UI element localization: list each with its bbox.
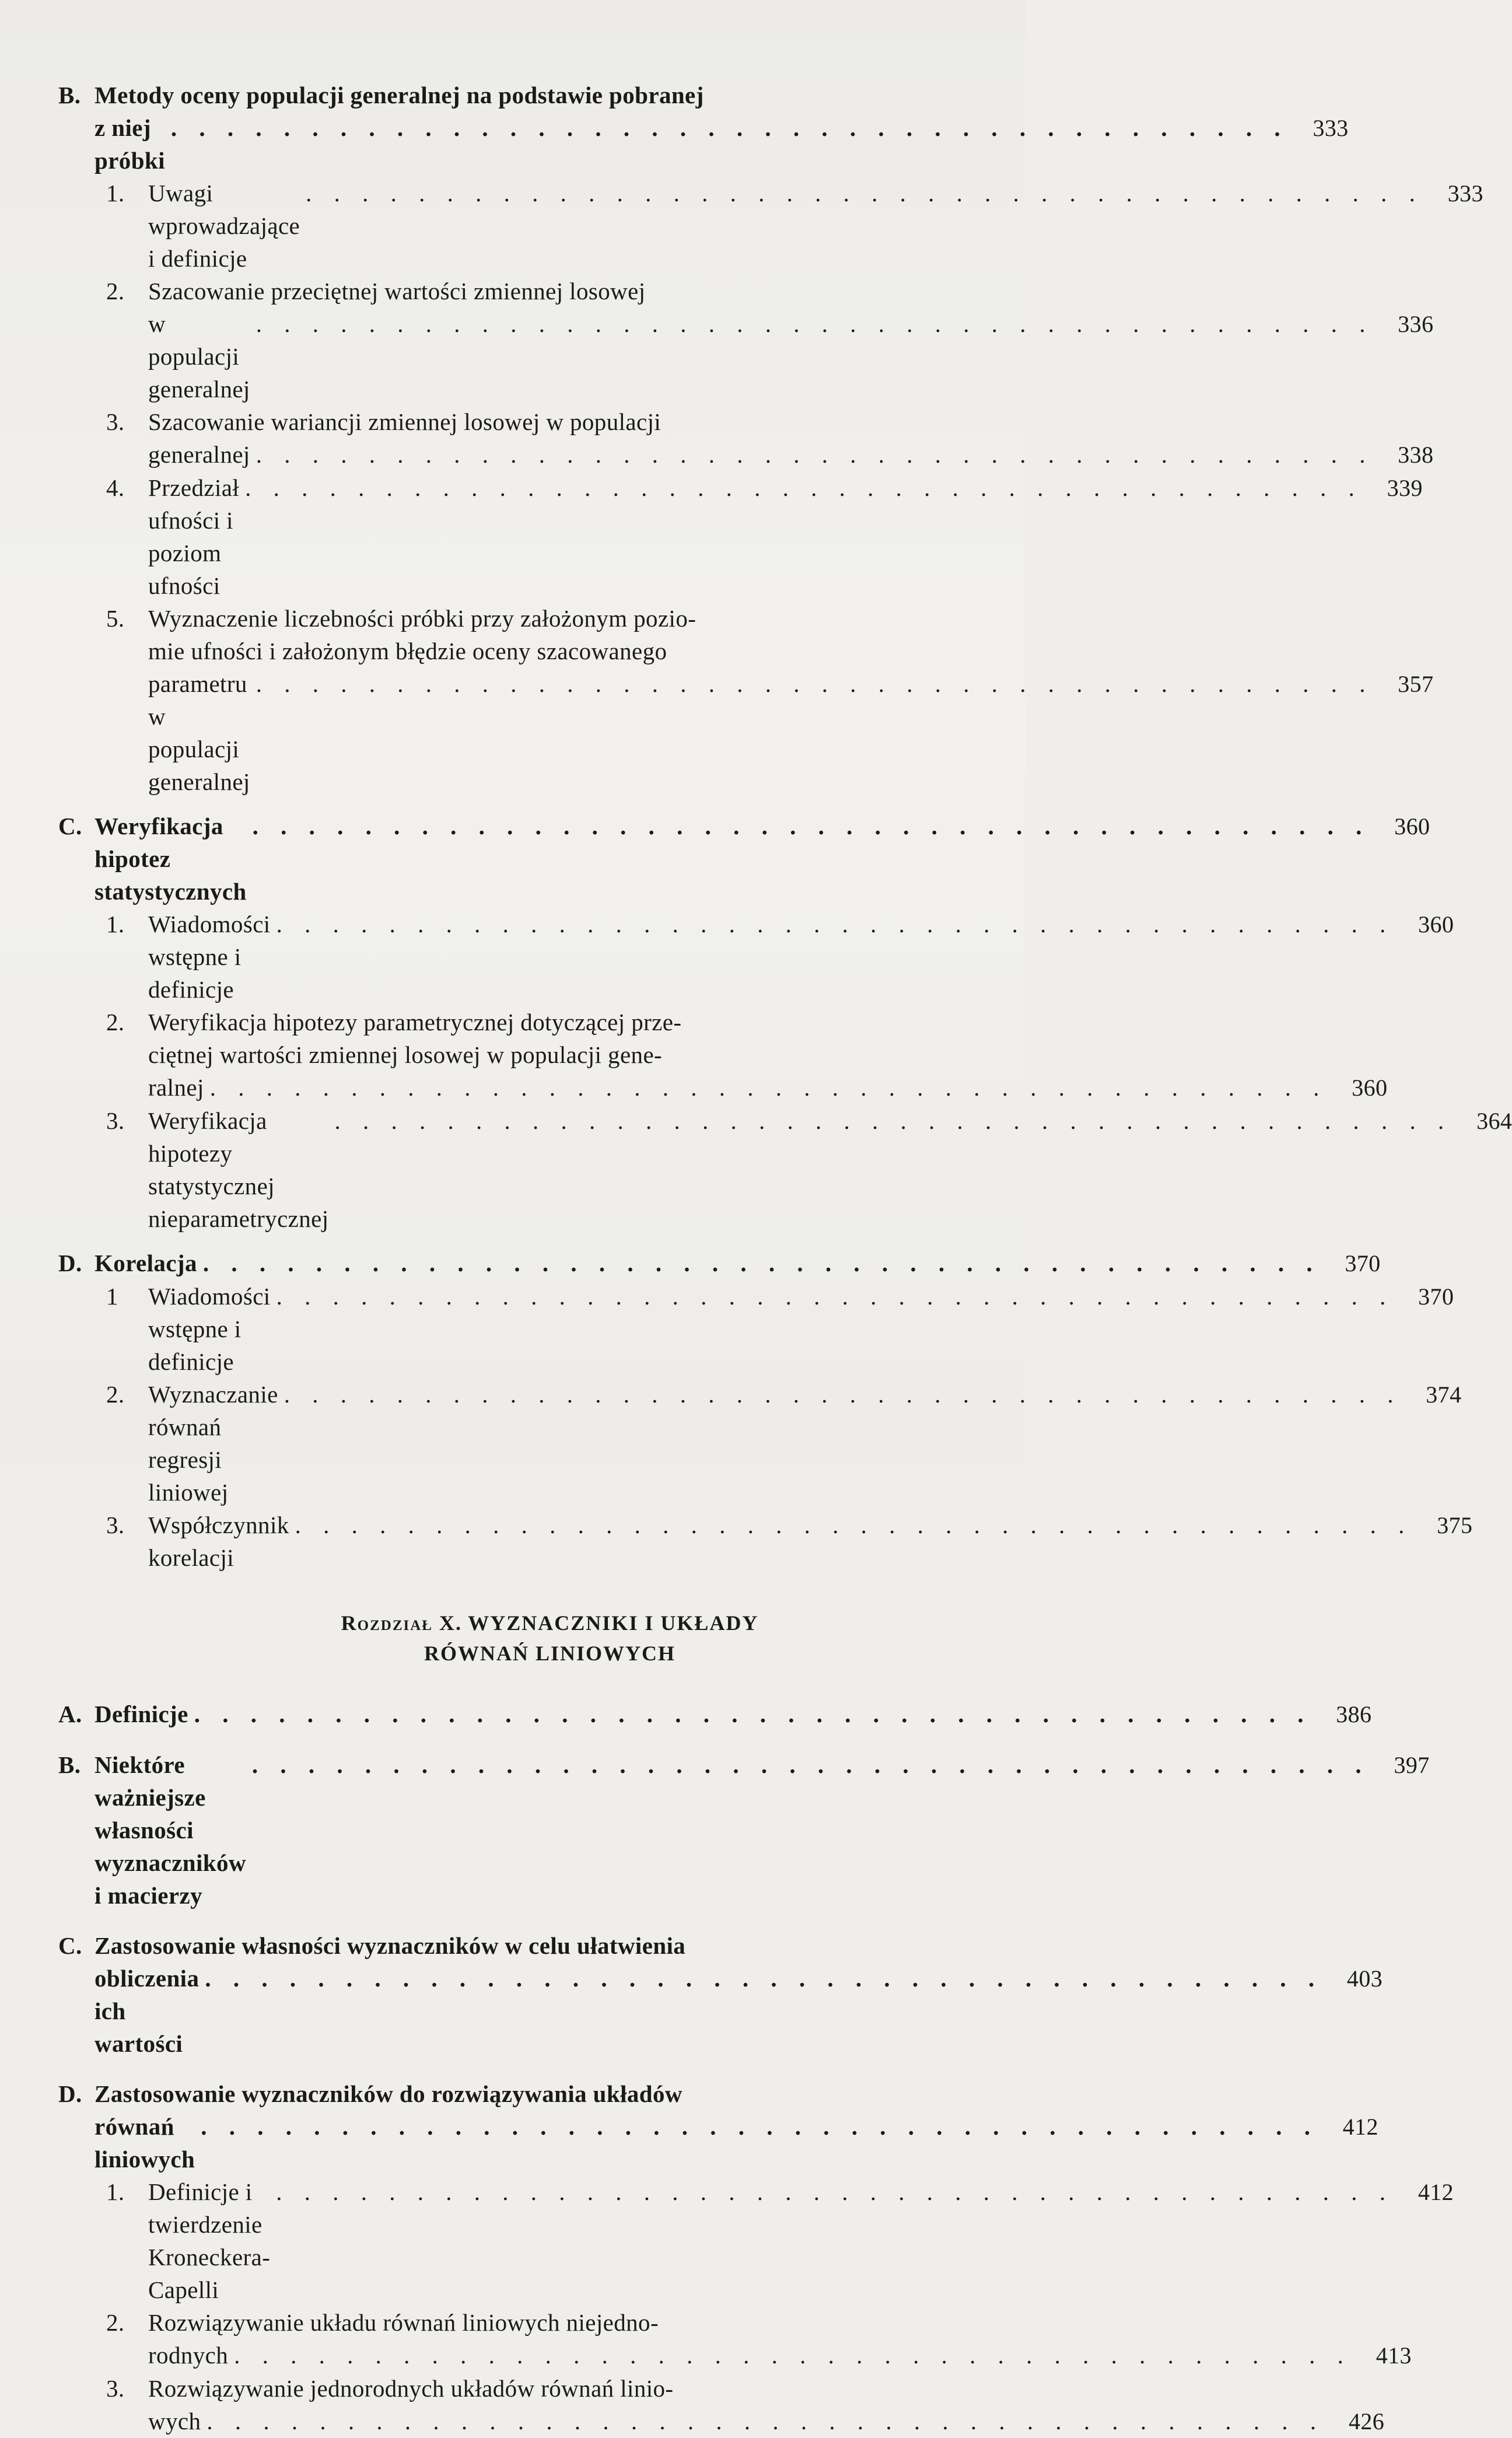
toc-subsection-entry — [58, 602, 1434, 798]
entry-body — [148, 602, 1433, 798]
page-number: 374 — [1426, 1381, 1462, 1408]
entry-title-line: mie ufności i założonym błędzie oceny szacowanego — [148, 638, 667, 664]
entry-last-line — [148, 1378, 1461, 1509]
entry-title-line: ralnej — [148, 1074, 204, 1101]
entry-title-line: Rozwiązywanie układu równań liniowych niejedno- — [148, 2309, 659, 2336]
chapter-heading — [58, 1608, 989, 1669]
entry-title-line: generalnej — [148, 441, 250, 468]
entry-number: 1 — [106, 1283, 118, 1310]
entry-title-line: Przedział ufności i poziom ufności — [148, 474, 240, 599]
entry-body — [148, 1006, 1387, 1104]
entry-title-line: Weryfikacja hipotezy statystycznej nieparametrycznej — [148, 1107, 329, 1232]
toc-section-entry — [58, 810, 1430, 908]
entry-body — [94, 1748, 1430, 1912]
entry-title-line: Szacowanie przeciętnej wartości zmiennej losowej — [148, 278, 646, 305]
entry-title-line: Szacowanie wariancji zmiennej losowej w populacji — [148, 408, 662, 435]
entry-last-line — [148, 471, 1423, 602]
toc-subsection-entry — [58, 1006, 1388, 1104]
entry-last-line — [94, 1962, 1382, 2060]
entry-last-line — [148, 438, 1433, 471]
toc-section-entry — [58, 1247, 1381, 1280]
entry-number: 3. — [106, 408, 125, 435]
entry-title-line: Weryfikacja hipotez statystycznych — [94, 813, 247, 905]
entry-number: A. — [58, 1701, 82, 1727]
entry-number: 1. — [106, 2178, 125, 2205]
toc-section-entry — [58, 2077, 1378, 2175]
entry-last-line — [148, 1104, 1512, 1235]
entry-last-line — [148, 667, 1433, 798]
toc-section — [58, 810, 1512, 1235]
entry-title-line: Wiadomości wstępne i definicje — [148, 911, 271, 1003]
leader-dots — [210, 1071, 1328, 1104]
entry-title-line: wych — [148, 2408, 201, 2434]
page-number: 333 — [1447, 180, 1483, 207]
page-number: 364 — [1476, 1108, 1512, 1134]
entry-number: D. — [58, 2080, 82, 2107]
entry-last-line — [94, 2110, 1378, 2175]
leader-dots — [256, 438, 1374, 471]
entry-number: 5. — [106, 605, 125, 632]
entry-title-line: z niej próbki — [94, 114, 165, 174]
toc-subsection-entry — [58, 908, 1454, 1006]
entry-number: B. — [58, 82, 81, 109]
leader-dots — [234, 2339, 1352, 2371]
toc-section-entry — [58, 79, 1349, 177]
entry-body — [148, 2175, 1454, 2306]
entry-title-line: Zastosowanie wyznaczników do rozwiązywania układów — [94, 2080, 682, 2107]
entry-title-line: Wyznaczanie równań regresji liniowej — [148, 1381, 278, 1506]
page-number: 397 — [1394, 1752, 1430, 1778]
toc-subsection-entry — [58, 1509, 1473, 1574]
entry-title-line: Weryfikacja hipotezy parametrycznej dotyczącej prze- — [148, 1009, 682, 1036]
entry-body — [94, 1247, 1381, 1280]
leader-dots — [194, 1698, 1312, 1730]
toc-subsection-entry — [58, 471, 1423, 602]
entry-last-line — [148, 1071, 1387, 1104]
page-number: 412 — [1342, 2114, 1378, 2140]
entry-title-line: w populacji generalnej — [148, 310, 250, 403]
entry-number: B. — [58, 1751, 81, 1778]
leader-dots — [171, 111, 1289, 144]
entry-number: 2. — [106, 2309, 125, 2336]
entry-last-line — [148, 1280, 1454, 1378]
toc-subsection-entry — [58, 177, 1483, 275]
entry-title-line: parametru w populacji generalnej — [148, 670, 250, 795]
page-number: 386 — [1336, 1701, 1372, 1727]
toc-subsection-entry — [58, 405, 1434, 471]
entry-title-line: równań liniowych — [94, 2113, 195, 2173]
page-number: 333 — [1312, 115, 1349, 141]
toc-section — [58, 79, 1483, 798]
entry-body — [148, 1280, 1454, 1378]
entry-last-line — [148, 1509, 1472, 1574]
entry-body — [148, 1104, 1512, 1235]
entry-body — [148, 1509, 1472, 1574]
entry-last-line — [94, 810, 1430, 908]
page-number: 403 — [1346, 1965, 1383, 1992]
entry-body — [148, 275, 1433, 405]
entry-number: 1. — [106, 911, 125, 938]
leader-dots — [306, 177, 1423, 209]
leader-dots — [295, 1509, 1413, 1541]
toc-subsection-entry — [58, 2306, 1412, 2372]
table-of-contents — [58, 79, 1512, 2438]
entry-title-line: Wiadomości wstępne i definicje — [148, 1283, 271, 1375]
leader-dots — [276, 1280, 1394, 1313]
entry-title-line: Metody oceny populacji generalnej na podstawie pobranej — [94, 82, 704, 109]
entry-number: 2. — [106, 1381, 125, 1408]
entry-number: C. — [58, 1932, 82, 1959]
page-number: 360 — [1352, 1075, 1388, 1101]
toc-subsection-entry — [58, 2372, 1385, 2438]
leader-dots — [245, 471, 1363, 504]
toc-section — [58, 1929, 1383, 2060]
toc-section-entry — [58, 1748, 1430, 1912]
entry-title-line: Uwagi wprowadzające i definicje — [148, 180, 300, 272]
leader-dots — [253, 810, 1370, 842]
entry-title-line: rodnych — [148, 2342, 229, 2369]
entry-title-line: obliczenia ich wartości — [94, 1965, 200, 2057]
entry-body — [148, 2372, 1384, 2438]
entry-number: C. — [58, 813, 82, 840]
page-number: 357 — [1398, 671, 1434, 697]
toc-section — [58, 1748, 1430, 1912]
leader-dots — [201, 2110, 1318, 2143]
toc-part-1 — [58, 79, 1512, 1574]
toc-subsection-entry — [58, 275, 1434, 405]
entry-title-line: Zastosowanie własności wyznaczników w celu ułatwienia — [94, 1932, 686, 1959]
entry-body — [148, 908, 1454, 1006]
leader-dots — [256, 307, 1374, 340]
entry-number: D. — [58, 1250, 82, 1276]
entry-body — [94, 79, 1349, 177]
entry-body — [148, 471, 1423, 602]
entry-body — [94, 2077, 1378, 2175]
entry-title-line: ciętnej wartości zmiennej losowej w populacji gene- — [148, 1041, 663, 1068]
leader-dots — [335, 1104, 1452, 1137]
leader-dots — [206, 2405, 1324, 2437]
chapter-heading-line-1: Rozdział X. WYZNACZNIKI I UKŁADY — [341, 1611, 759, 1635]
chapter-heading-line-2: RÓWNAŃ LINIOWYCH — [424, 1642, 676, 1665]
toc-section-entry — [58, 1698, 1372, 1731]
leader-dots — [284, 1378, 1402, 1411]
entry-number: 4. — [106, 474, 125, 501]
entry-last-line — [94, 1247, 1381, 1280]
entry-body — [148, 405, 1433, 471]
entry-title-line: Definicje — [94, 1701, 188, 1727]
entry-body — [148, 177, 1483, 275]
entry-number: 3. — [106, 2375, 125, 2402]
entry-last-line — [148, 908, 1454, 1006]
entry-number: 3. — [106, 1107, 125, 1134]
entry-number: 2. — [106, 1009, 125, 1036]
page-number: 338 — [1398, 442, 1434, 468]
leader-dots — [203, 1247, 1321, 1279]
toc-section — [58, 1247, 1473, 1574]
entry-last-line — [148, 2405, 1384, 2438]
entry-title-line: Niektóre ważniejsze własności wyznaczników i macierzy — [94, 1751, 246, 1909]
entry-body — [94, 1929, 1382, 2060]
page-number: 370 — [1418, 1283, 1454, 1310]
toc-subsection-entry — [58, 2175, 1454, 2306]
leader-dots — [256, 667, 1374, 700]
leader-dots — [205, 1962, 1322, 1995]
page-number: 413 — [1376, 2342, 1412, 2369]
page-number: 339 — [1387, 475, 1423, 501]
toc-section — [58, 2077, 1454, 2438]
entry-last-line — [94, 1698, 1371, 1731]
toc-subsection-entry — [58, 1104, 1512, 1235]
entry-body — [148, 1378, 1461, 1509]
toc-subsection-entry — [58, 1280, 1454, 1378]
entry-body — [94, 1698, 1371, 1731]
entry-body — [148, 2306, 1412, 2372]
entry-last-line — [148, 177, 1483, 275]
entry-body — [94, 810, 1430, 908]
leader-dots — [252, 1748, 1370, 1781]
toc-section — [58, 1698, 1372, 1731]
leader-dots — [276, 908, 1394, 940]
entry-title-line: Rozwiązywanie jednorodnych układów równań linio- — [148, 2375, 674, 2402]
entry-last-line — [148, 307, 1433, 405]
entry-last-line — [148, 2339, 1412, 2372]
page-number: 360 — [1394, 813, 1430, 840]
entry-last-line — [94, 111, 1349, 177]
entry-title-line: Korelacja — [94, 1250, 197, 1276]
page-number: 412 — [1418, 2179, 1454, 2205]
entry-last-line — [148, 2175, 1454, 2306]
entry-number: 2. — [106, 278, 125, 305]
entry-number: 3. — [106, 1512, 125, 1538]
page-number: 375 — [1437, 1512, 1473, 1538]
entry-number: 1. — [106, 180, 125, 207]
page-number: 336 — [1398, 311, 1434, 337]
entry-title-line: Definicje i twierdzenie Kroneckera-Capelli — [148, 2178, 271, 2303]
page-number: 360 — [1418, 911, 1454, 938]
page-number: 370 — [1345, 1250, 1381, 1276]
entry-title-line: Wyznaczenie liczebności próbki przy założonym pozio- — [148, 605, 696, 632]
entry-last-line — [94, 1748, 1430, 1912]
page-number: 426 — [1348, 2408, 1385, 2434]
toc-part-2 — [58, 1698, 1454, 2438]
entry-title-line: Współczynnik korelacji — [148, 1512, 289, 1571]
leader-dots — [276, 2175, 1394, 2208]
toc-section-entry — [58, 1929, 1383, 2060]
toc-subsection-entry — [58, 1378, 1462, 1509]
